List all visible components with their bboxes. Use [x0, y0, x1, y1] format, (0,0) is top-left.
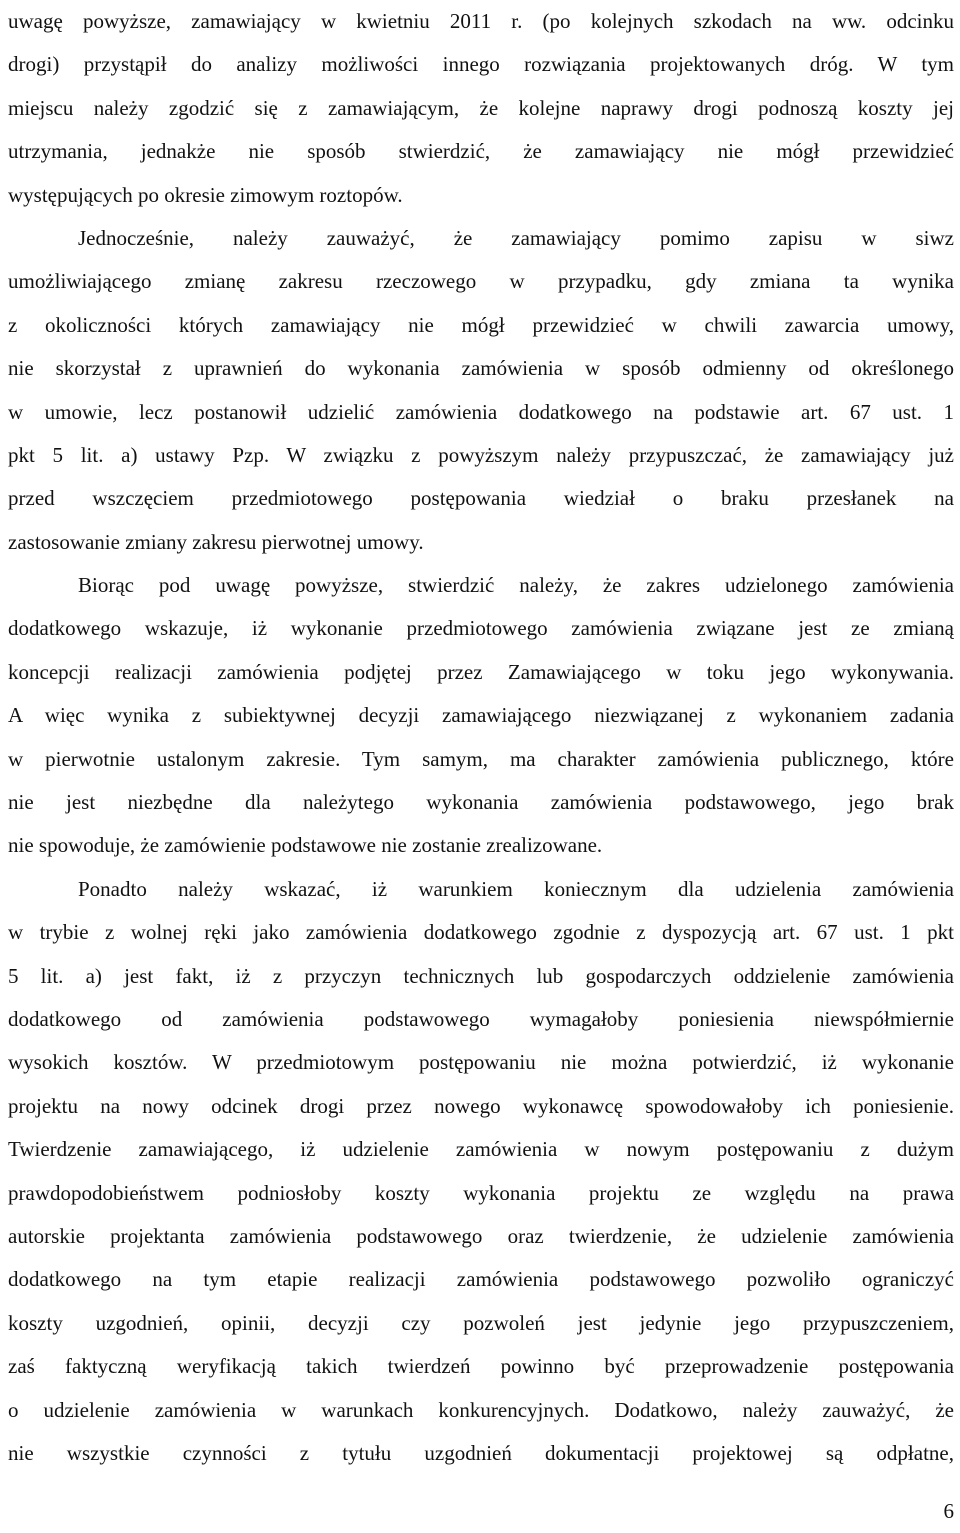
text-line: umożliwiającego zmianę zakresu rzeczowego w przypadku, gdy zmiana ta wynika — [8, 269, 954, 294]
text-line: nie skorzystał z uprawnień do wykonania zamówienia w sposób odmienny od określonego — [8, 356, 954, 381]
text-line: koszty uzgodnień, opinii, decyzji czy pozwoleń jest jedynie jego przypuszczeniem, — [8, 1310, 954, 1335]
text-line: dodatkowego na tym etapie realizacji zamówienia podstawowego pozwoliło ograniczyć — [8, 1267, 954, 1292]
text-line: zastosowanie zmiany zakresu pierwotnej umowy. — [8, 529, 424, 554]
text-line: koncepcji realizacji zamówienia podjętej przez Zamawiającego w toku jego wykonywania. — [8, 659, 954, 684]
paragraph-1 — [8, 0, 954, 217]
text-line: w trybie z wolnej ręki jako zamówienia dodatkowego zgodnie z dyspozycją art. 67 ust. 1 pkt — [8, 920, 954, 945]
text-line: Ponadto należy wskazać, iż warunkiem koniecznym dla udzielenia zamówienia — [78, 876, 954, 901]
text-line: dodatkowego od zamówienia podstawowego wymagałoby poniesienia niewspółmiernie — [8, 1006, 954, 1031]
text-line: nie jest niezbędne dla należytego wykonania zamówienia podstawowego, jego brak — [8, 790, 954, 815]
document-page — [8, 0, 954, 1475]
text-line: występujących po okresie zimowym roztopów. — [8, 182, 403, 207]
text-line: Biorąc pod uwagę powyższe, stwierdzić należy, że zakres udzielonego zamówienia — [78, 573, 954, 598]
text-line: o udzielenie zamówienia w warunkach konkurencyjnych. Dodatkowo, należy zauważyć, że — [8, 1397, 954, 1422]
text-line: Twierdzenie zamawiającego, iż udzielenie zamówienia w nowym postępowaniu z dużym — [8, 1137, 954, 1162]
text-line: 5 lit. a) jest fakt, iż z przyczyn technicznych lub gospodarczych oddzielenie zamówienia — [8, 963, 954, 988]
text-line: nie spowoduje, że zamówienie podstawowe nie zostanie zrealizowane. — [8, 833, 603, 858]
text-line: nie wszystkie czynności z tytułu uzgodnień dokumentacji projektowej są odpłatne, — [8, 1440, 954, 1465]
paragraph-4 — [8, 868, 954, 1475]
text-line: w umowie, lecz postanowił udzielić zamówienia dodatkowego na podstawie art. 67 ust. 1 — [8, 399, 954, 424]
text-line: przed wszczęciem przedmiotowego postępowania wiedział o braku przesłanek na — [8, 486, 954, 511]
text-line: wysokich kosztów. W przedmiotowym postępowaniu nie można potwierdzić, iż wykonanie — [8, 1050, 954, 1075]
text-line: prawdopodobieństwem podniosłoby koszty wykonania projektu ze względu na prawa — [8, 1180, 954, 1205]
paragraph-3 — [8, 564, 954, 868]
text-line: pkt 5 lit. a) ustawy Pzp. W związku z powyższym należy przypuszczać, że zamawiający już — [8, 442, 954, 467]
paragraph-2 — [8, 217, 954, 564]
text-line: zaś faktyczną weryfikacją takich twierdzeń powinno być przeprowadzenie postępowania — [8, 1354, 954, 1379]
text-line: miejscu należy zgodzić się z zamawiającym, że kolejne naprawy drogi podnoszą koszty jej — [8, 95, 954, 120]
text-line: autorskie projektanta zamówienia podstawowego oraz twierdzenie, że udzielenie zamówienia — [8, 1223, 954, 1248]
text-line: dodatkowego wskazuje, iż wykonanie przedmiotowego zamówienia związane jest ze zmianą — [8, 616, 954, 641]
text-line: z okoliczności których zamawiający nie mógł przewidzieć w chwili zawarcia umowy, — [8, 312, 954, 337]
body-text — [8, 0, 954, 1475]
text-line: A więc wynika z subiektywnej decyzji zamawiającego niezwiązanej z wykonaniem zadania — [8, 703, 954, 728]
page-number: 6 — [943, 1499, 954, 1523]
text-line: uwagę powyższe, zamawiający w kwietniu 2011 r. (po kolejnych szkodach na ww. odcinku — [8, 9, 954, 33]
text-line: Jednocześnie, należy zauważyć, że zamawiający pomimo zapisu w siwz — [78, 225, 954, 250]
text-line: drogi) przystąpił do analizy możliwości innego rozwiązania projektowanych dróg. W tym — [8, 52, 954, 77]
text-line: utrzymania, jednakże nie sposób stwierdzić, że zamawiający nie mógł przewidzieć — [8, 139, 954, 164]
text-line: w pierwotnie ustalonym zakresie. Tym samym, ma charakter zamówienia publicznego, które — [8, 746, 954, 771]
text-line: projektu na nowy odcinek drogi przez nowego wykonawcę spowodowałoby ich poniesienie. — [8, 1093, 954, 1118]
